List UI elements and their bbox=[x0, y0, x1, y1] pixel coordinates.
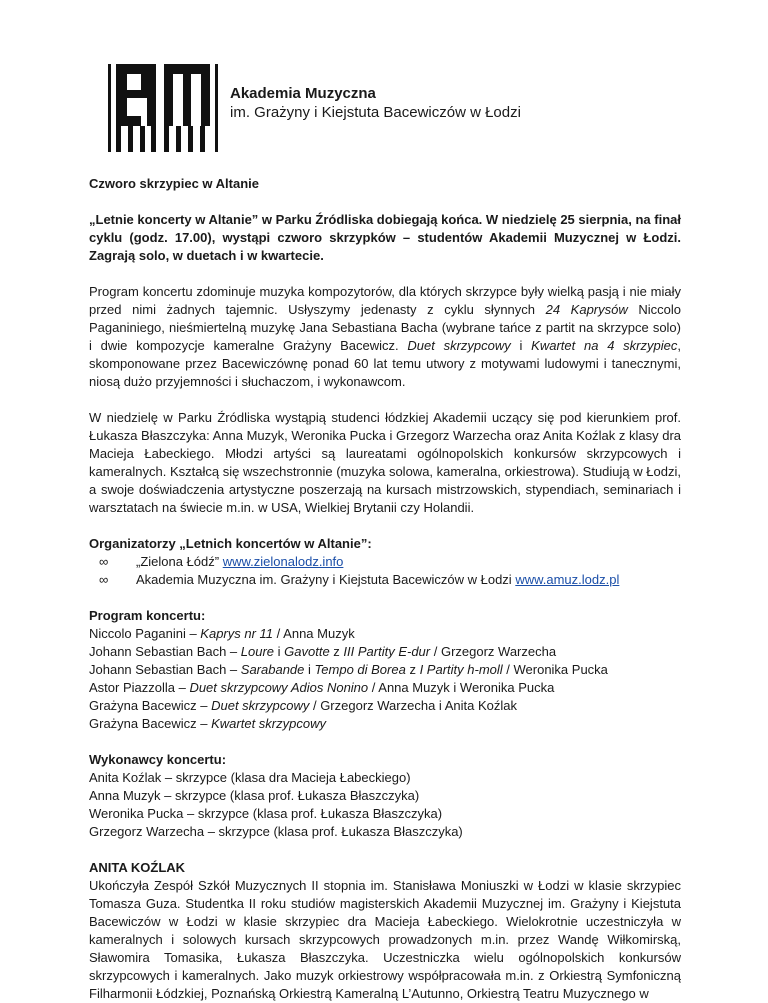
program-line: Niccolo Paganini – Kaprys nr 11 / Anna Muzyk bbox=[89, 626, 355, 641]
organization-subtitle: im. Grażyny i Kiejstuta Bacewiczów w Łodzi bbox=[230, 104, 521, 121]
logo-key bbox=[176, 126, 181, 152]
performer-line: Weronika Pucka – skrzypce (klasa prof. Łukasza Błaszczyka) bbox=[89, 806, 443, 821]
bio-text: Ukończyła Zespół Szkół Muzycznych II stopnia im. Stanisława Moniuszki w Łodzi w klasie skrzypiec Tomasza Guza. Studentka II roku studiów magisterskich Akademii Muzycznej im. Grażyny i Kiejstuta Bacewiczów w Łodzi w klasie skrzypiec dra Macieja Łabeckiego. Wielokrotnie uczestniczyła w kameralnych i solowych kursach skrzypcowych prowadzonych m.in. przez Wandę Wiłkomirską, Sławomira Tomasika, Łukasza Błaszczyka. Uczestniczka wielu ogólnopolskich konkursów skrzypcowych i kameralnych. Jako muzyk orkiestrowy współpracowała m.in. z Orkiestrą Symfoniczną Filharmonii Łódzkiej, Poznańską Orkiestrą Kameralną L’Autunno, Orkiestrą Teatru Muzycznego w bbox=[89, 878, 681, 1001]
program-line: Grażyna Bacewicz – Kwartet skrzypcowy bbox=[89, 716, 326, 731]
link-zielonalodz[interactable]: www.zielonalodz.info bbox=[222, 554, 344, 569]
bio-section bbox=[89, 859, 681, 1003]
academy-logo bbox=[108, 64, 218, 154]
article-title: Czworo skrzypiec w Altanie bbox=[89, 176, 260, 191]
paragraph-performers-intro: W niedzielę w Parku Źródliska wystąpią studenci łódzkiej Akademii uczący się pod kierunkiem prof. Łukasza Błaszczyka: Anna Muzyk, Weronika Pucka i Grzegorz Warzecha oraz Anita Koźlak z klasy dra Macieja Łabeckiego. Młodzi artyści są laureatami ogólnopolskich konkursów skrzypcowych i kameralnych. Kształcą się wszechstronnie (muzyka solowa, kameralna, orkiestrowa). Studiują w Łodzi, a swoje doświadczenia artystyczne poszerzają na kursach mistrzowskich, stypendiach, seminariach i warsztatach na świecie m.in. w USA, Wielkiej Brytanii czy Holandii. bbox=[89, 410, 681, 515]
logo-letter-m bbox=[164, 64, 210, 126]
performer-line: Anna Muzyk – skrzypce (klasa prof. Łukasza Błaszczyka) bbox=[89, 788, 420, 803]
program-line: Grażyna Bacewicz – Duet skrzypcowy / Grzegorz Warzecha i Anita Koźlak bbox=[89, 698, 517, 713]
infinity-bullet-icon: ∞ bbox=[99, 554, 109, 569]
document-body bbox=[89, 175, 681, 1003]
program-section bbox=[89, 607, 681, 733]
link-amuz[interactable]: www.amuz.lodz.pl bbox=[515, 572, 620, 587]
organizers-list bbox=[89, 553, 681, 589]
program-line: Astor Piazzolla – Duet skrzypcowy Adios Nonino / Anna Muzyk i Weronika Pucka bbox=[89, 680, 555, 695]
bio-name: ANITA KOŹLAK bbox=[89, 860, 186, 875]
logo-key bbox=[200, 126, 205, 152]
logo-key bbox=[188, 126, 193, 152]
performers-heading: Wykonawcy koncertu: bbox=[89, 752, 227, 767]
program-line: Johann Sebastian Bach – Sarabande i Tempo di Borea z I Partity h-moll / Weronika Pucka bbox=[89, 662, 608, 677]
logo-bar bbox=[108, 64, 111, 152]
logo-key bbox=[151, 126, 156, 152]
program-line: Johann Sebastian Bach – Loure i Gavotte z III Partity E-dur / Grzegorz Warzecha bbox=[89, 644, 557, 659]
logo-key bbox=[164, 126, 169, 152]
infinity-bullet-icon: ∞ bbox=[99, 572, 109, 587]
logo-bar bbox=[215, 64, 218, 152]
logo-key bbox=[140, 126, 145, 152]
organization-name: Akademia Muzyczna bbox=[230, 85, 376, 102]
logo-key bbox=[116, 126, 121, 152]
paragraph-program-intro: Program koncertu zdominuje muzyka kompozytorów, dla których skrzypce były wielką pasją i nie miały przed nimi żadnych tajemnic. Usłyszymy jedenasty z cyklu słynnych 24 Kaprysów Niccolo Paganiniego, nieśmiertelną muzykę Jana Sebastiana Bacha (wybrane tańce z partit na skrzypce solo) i dwie kompozycje kameralne Grażyny Bacewicz. Duet skrzypcowy i Kwartet na 4 skrzypiec, skomponowane przez Bacewiczównę ponad 60 lat temu utwory z motywami ludowymi i tanecznymi, niosą dużo przyjemności i słuchaczom, i wykonawcom. bbox=[89, 284, 681, 389]
logo-key bbox=[128, 126, 133, 152]
lead-paragraph: „Letnie koncerty w Altanie” w Parku Źródliska dobiegają końca. W niedzielę 25 sierpnia, na finał cyklu (godz. 17.00), wystąpi czworo skrzypków – studentów Akademii Muzycznej w Łodzi. Zagrają solo, w duetach i w kwartecie. bbox=[89, 212, 681, 263]
organizers-section bbox=[89, 535, 681, 589]
organizers-heading: Organizatorzy „Letnich koncertów w Altanie”: bbox=[89, 536, 372, 551]
list-item: ∞ „Zielona Łódź” www.zielonalodz.info bbox=[99, 554, 344, 569]
performers-section bbox=[89, 751, 681, 841]
performer-line: Grzegorz Warzecha – skrzypce (klasa prof. Łukasza Błaszczyka) bbox=[89, 824, 463, 839]
list-item: ∞ Akademia Muzyczna im. Grażyny i Kiejstuta Bacewiczów w Łodzi www.amuz.lodz.pl bbox=[99, 572, 620, 587]
organization-header bbox=[230, 84, 521, 122]
program-heading: Program koncertu: bbox=[89, 608, 206, 623]
logo-letter-a bbox=[116, 64, 156, 126]
performer-line: Anita Koźlak – skrzypce (klasa dra Macieja Łabeckiego) bbox=[89, 770, 411, 785]
